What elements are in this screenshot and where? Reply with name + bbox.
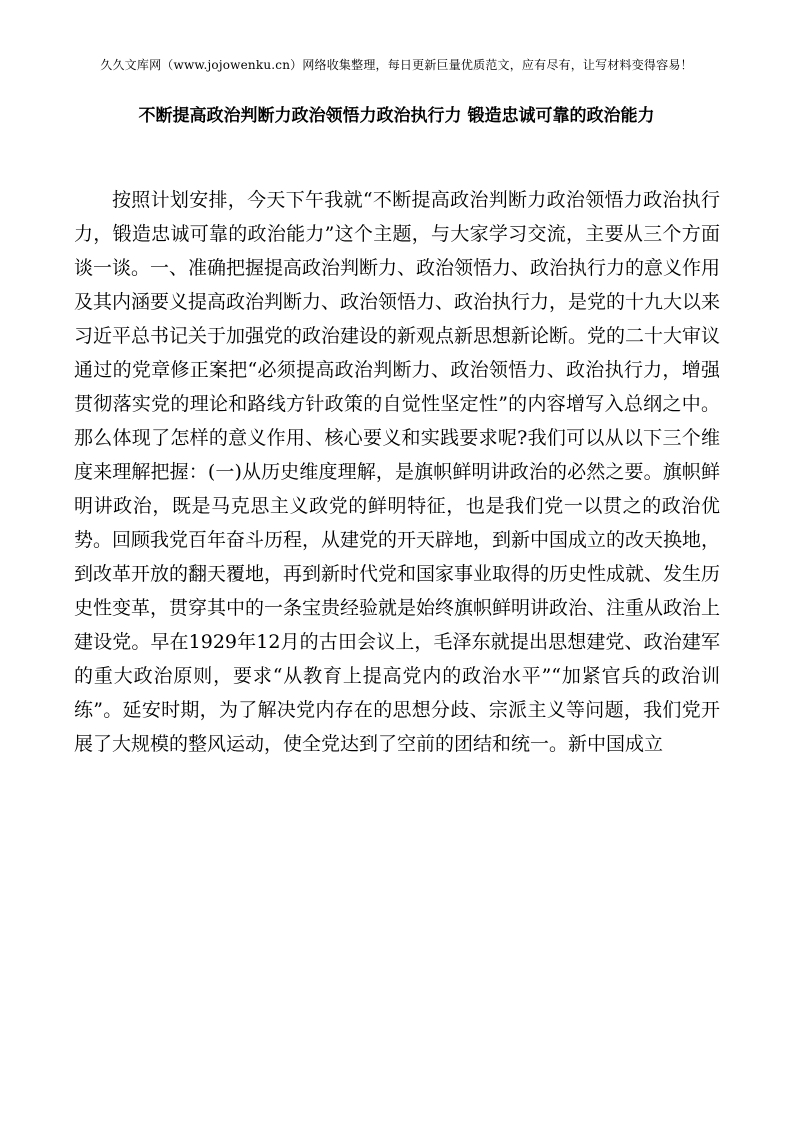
document-title: 不断提高政治判断力政治领悟力政治执行力 锻造忠诚可靠的政治能力 [138, 106, 655, 126]
page-header: 久久文库网（www.jojowenku.cn）网络收集整理，每日更新巨量优质范文，应有尽有，让写材料变得容易！ [100, 58, 693, 72]
body-paragraph: 按照计划安排，今天下午我就“不断提高政治判断力政治领悟力政治执行力，锻造忠诚可靠的政治能力”这个主题，与大家学习交流，主要从三个方面谈一谈。一、准确把握提高政治判断力、政治领悟力、政治执行力的意义作用及其内涵要义提高政治判断力、政治领悟力、政治执行力，是党的十九大以来习近平总书记关于加强党的政治建设的新观点新思想新论断。党的二十大审议通过的党章修正案把“必须提高政治判断力、政治领悟力、政治执行力，增强贯彻落实党的理论和路线方针政策的自觉性坚定性”的内容增写入总纲之中。那么体现了怎样的意义作用、核心要义和实践要求呢?我们可以从以下三个维度来理解把握：(一)从历史维度理解，是旗帜鲜明讲政治的必然之要。旗帜鲜明讲政治，既是马克思主义政党的鲜明特征，也是我们党一以贯之的政治优势。回顾我党百年奋斗历程，从建党的开天辟地，到新中国成立的改天换地，到改革开放的翻天覆地，再到新时代党和国家事业取得的历史性成就、发生历史性变革，贯穿其中的一条宝贵经验就是始终旗帜鲜明讲政治、注重从政治上建设党。早在1929年12月的古田会议上，毛泽东就提出思想建党、政治建军的重大政治原则，要求“从教育上提高党内的政治水平”“加紧官兵的政治训练”。延安时期，为了解决党内存在的思想分歧、宗派主义等问题，我们党开展了大规模的整风运动，使全党达到了空前的团结和统一。新中国成立 [74, 189, 721, 755]
